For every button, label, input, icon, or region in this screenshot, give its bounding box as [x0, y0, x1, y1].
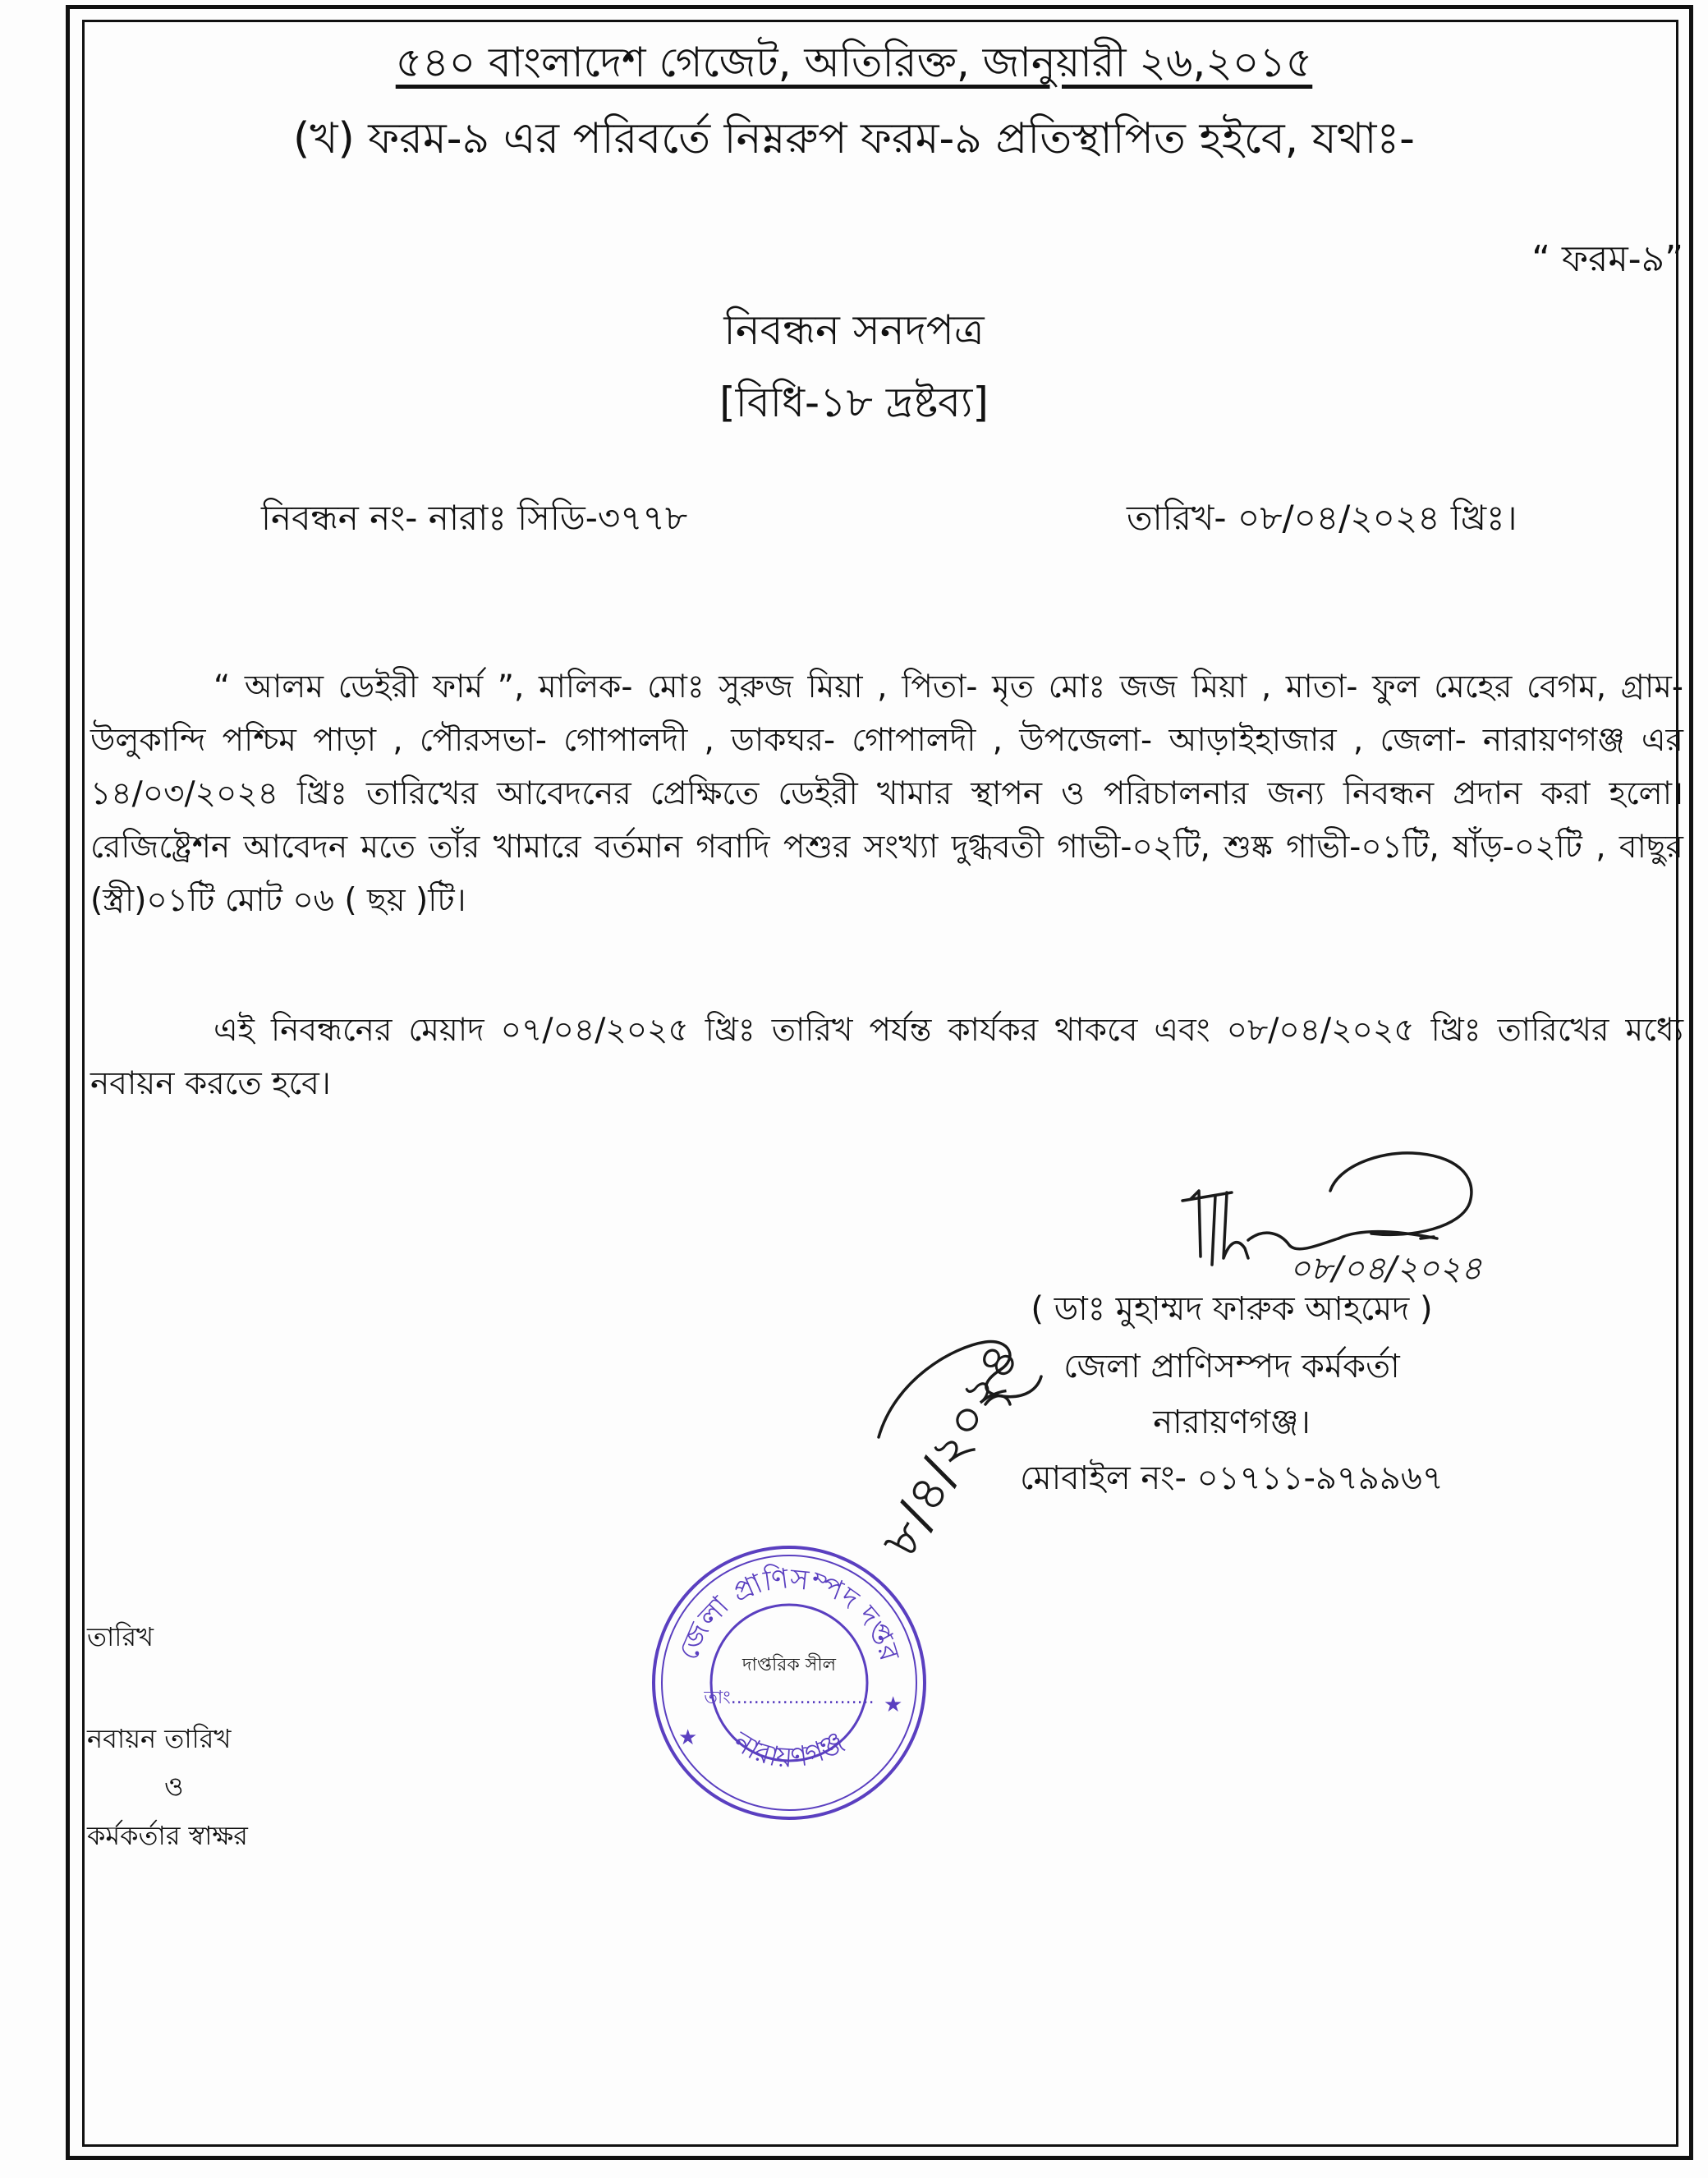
- registration-number: নিবন্ধন নং- নারাঃ সিডি-৩৭৭৮: [261, 498, 688, 538]
- seal-bottom-text: নারায়ণগঞ্জ: [728, 1725, 851, 1775]
- signatory-location: নারায়ণগঞ্জ।: [1153, 1404, 1311, 1441]
- signatory-name: ( ডাঃ মুহাম্মদ ফারুক আহমেদ ): [1031, 1290, 1433, 1328]
- body-paragraph-validity: এই নিবন্ধনের মেয়াদ ০৭/০৪/২০২৫ খ্রিঃ তারিখ পর্যন্ত কার্যকর থাকবে এবং ০৮/০৪/২০২৫ খ্রিঃ তারিখের মধ্যে নবায়ন করতে হবে।: [90, 1012, 1683, 1102]
- official-seal: [645, 1539, 933, 1826]
- footer-officer-signature-label: কর্মকর্তার স্বাক্ষর: [87, 1820, 248, 1851]
- form-number-label: “ ফরম-৯”: [1531, 238, 1683, 280]
- seal-top-text: জেলা প্রাণিসম্পদ দপ্তর: [672, 1562, 907, 1666]
- signatory-mobile: মোবাইল নং- ০১৭১১-৯৭৯৯৬৭: [1020, 1459, 1444, 1497]
- replacement-heading: (খ) ফরম-৯ এর পরিবর্তে নিম্নরুপ ফরম-৯ প্রতিস্থাপিত হইবে, যথাঃ-: [293, 114, 1415, 163]
- seal-star-icon: ★: [884, 1693, 903, 1717]
- footer-and-label: ও: [164, 1771, 184, 1802]
- seal-inner-label: দাপ্তরিক সীল: [742, 1655, 837, 1675]
- officer-signature: [1166, 1142, 1511, 1298]
- page-title: নিবন্ধন সনদপত্র: [723, 306, 985, 354]
- seal-inner-date: তাং.........................: [704, 1688, 875, 1708]
- footer-date-label: তারিখ: [87, 1621, 154, 1652]
- initial-date: ৮/৪/২০২৪: [869, 1332, 1032, 1567]
- seal-star-icon: ★: [678, 1725, 698, 1750]
- signature-date: ০৮/০৪/২০২৪: [1289, 1250, 1482, 1288]
- registration-date: তারিখ- ০৮/০৪/২০২৪ খ্রিঃ।: [1127, 498, 1517, 538]
- gazette-header: ৫৪০ বাংলাদেশ গেজেট, অতিরিক্ত, জানুয়ারী ২৬,২০১৫: [395, 39, 1313, 86]
- footer-renewal-date-label: নবায়ন তারিখ: [87, 1723, 232, 1754]
- body-paragraph-farm-details: “ আলম ডেইরী ফার্ম ”, মালিক- মোঃ সুরুজ মিয়া , পিতা- মৃত মোঃ জজ মিয়া , মাতা- ফুল মেহের বেগম, গ্রাম- উলুকান্দি পশ্চিম পাড়া , পৌরসভা- গোপালদী , ডাকঘর- গোপালদী , উপজেলা- আড়াইহাজার , জেলা- নারায়ণগঞ্জ এর ১৪/০৩/২০২৪ খ্রিঃ তারিখের আবেদনের প্রেক্ষিতে ডেইরী খামার স্থাপন ও পরিচালনার জন্য নিবন্ধন প্রদান করা হলো। রেজিষ্ট্রেশন আবেদন মতে তাঁর খামারে বর্তমান গবাদি পশুর সংখ্যা দুগ্ধবতী গাভী-০২টি, শুষ্ক গাভী-০১টি, ষাঁড়-০২টি , বাছুর (স্ত্রী)০১টি মোট ০৬ ( ছয় )টি।: [90, 669, 1684, 919]
- signatory-designation: জেলা প্রাণিসম্পদ কর্মকর্তা: [1063, 1348, 1400, 1385]
- rule-reference: [বিধি-১৮ দ্রষ্টব্য]: [719, 379, 989, 426]
